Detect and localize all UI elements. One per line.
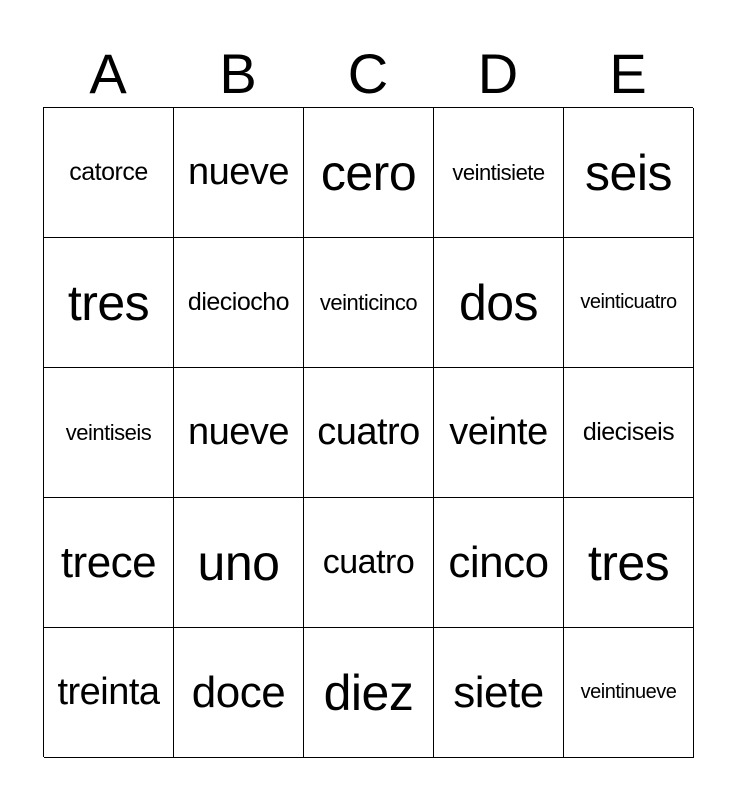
column-letter-d: D bbox=[477, 42, 519, 105]
bingo-cell: siete bbox=[434, 628, 564, 758]
bingo-cell: cero bbox=[304, 108, 434, 238]
bingo-cell: dos bbox=[434, 238, 564, 368]
bingo-cell: dieciseis bbox=[564, 368, 694, 498]
bingo-cell: veintiseis bbox=[44, 368, 174, 498]
column-letter-a: A bbox=[89, 42, 127, 105]
bingo-cell: treinta bbox=[44, 628, 174, 758]
bingo-cell: doce bbox=[174, 628, 304, 758]
bingo-cell: uno bbox=[174, 498, 304, 628]
bingo-cell: cinco bbox=[434, 498, 564, 628]
column-letter-c: C bbox=[347, 42, 389, 105]
bingo-header bbox=[43, 40, 693, 108]
column-letter-b: B bbox=[219, 42, 257, 105]
bingo-cell: veinticuatro bbox=[564, 238, 694, 368]
column-letter-e: E bbox=[609, 42, 647, 105]
bingo-cell: veinticinco bbox=[304, 238, 434, 368]
bingo-cell: tres bbox=[564, 498, 694, 628]
bingo-cell: diez bbox=[304, 628, 434, 758]
bingo-cell: dieciocho bbox=[174, 238, 304, 368]
bingo-cell: veintinueve bbox=[564, 628, 694, 758]
bingo-cell: cuatro bbox=[304, 368, 434, 498]
bingo-cell: cuatro bbox=[304, 498, 434, 628]
bingo-cell: veinte bbox=[434, 368, 564, 498]
bingo-cell: tres bbox=[44, 238, 174, 368]
bingo-cell: seis bbox=[564, 108, 694, 238]
bingo-cell: trece bbox=[44, 498, 174, 628]
bingo-cell: veintisiete bbox=[434, 108, 564, 238]
bingo-cell: nueve bbox=[174, 108, 304, 238]
bingo-cell: nueve bbox=[174, 368, 304, 498]
bingo-cell: catorce bbox=[44, 108, 174, 238]
bingo-grid bbox=[43, 107, 693, 757]
